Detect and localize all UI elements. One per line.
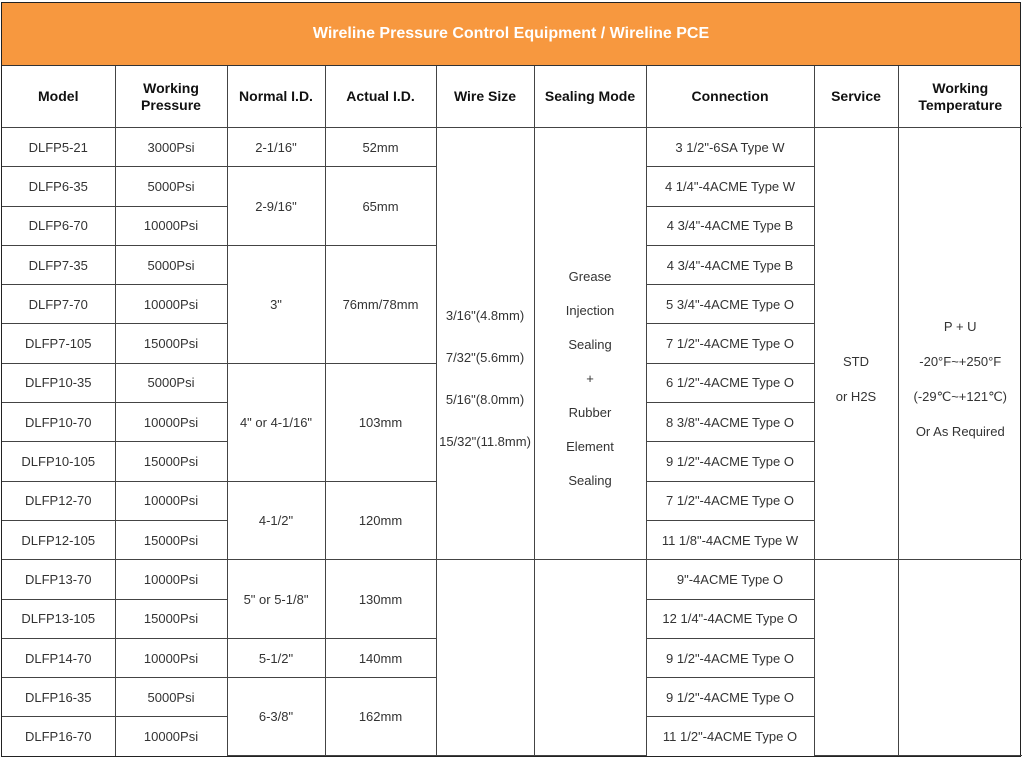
- sealing-mode-line: Rubber: [568, 404, 612, 420]
- header-label: Working: [143, 79, 199, 96]
- cell-model: DLFP7-105: [2, 324, 115, 363]
- cell-connection: 5 3/4"-4ACME Type O: [646, 285, 814, 324]
- temperature-line: Or As Required: [915, 423, 1005, 439]
- cell-pressure: 10000Psi: [115, 206, 227, 245]
- cell-model: DLFP14-70: [2, 638, 115, 677]
- cell-actual-id: 140mm: [325, 638, 436, 677]
- cell-model: DLFP13-70: [2, 560, 115, 599]
- cell-normal-id: 5-1/2": [227, 638, 325, 677]
- header-connection: Connection: [646, 66, 814, 128]
- cell-connection: 4 1/4"-4ACME Type W: [646, 167, 814, 206]
- sealing-mode-line: Grease: [568, 268, 612, 284]
- header-service: Service: [814, 66, 898, 128]
- cell-pressure: 15000Psi: [115, 599, 227, 638]
- cell-connection: 9 1/2"-4ACME Type O: [646, 678, 814, 717]
- cell-connection: 3 1/2"-6SA Type W: [646, 128, 814, 167]
- cell-normal-id: 2-1/16": [227, 128, 325, 167]
- cell-normal-id: 4" or 4-1/16": [227, 363, 325, 481]
- header-working-pressure: [115, 66, 227, 128]
- header-normal-id: Normal I.D.: [227, 66, 325, 128]
- cell-model: DLFP6-70: [2, 206, 115, 245]
- header-sealing-mode: Sealing Mode: [534, 66, 646, 128]
- cell-connection: 9 1/2"-4ACME Type O: [646, 442, 814, 481]
- cell-normal-id: 5" or 5-1/8": [227, 560, 325, 639]
- wire-size-item: 3/16"(4.8mm): [445, 307, 525, 323]
- cell-pressure: 15000Psi: [115, 324, 227, 363]
- service-line: or H2S: [835, 388, 877, 404]
- cell-pressure: 15000Psi: [115, 442, 227, 481]
- sealing-mode-line: Element: [566, 438, 614, 454]
- cell-model: DLFP16-35: [2, 678, 115, 717]
- cell-pressure: 10000Psi: [115, 560, 227, 599]
- header-working-temperature: [898, 66, 1022, 128]
- wire-size-item: 7/32"(5.6mm): [445, 349, 525, 365]
- sealing-mode-line: Sealing: [568, 336, 612, 352]
- cell-model: DLFP10-105: [2, 442, 115, 481]
- cell-connection: 11 1/2"-4ACME Type O: [646, 717, 814, 756]
- cell-pressure: 3000Psi: [115, 128, 227, 167]
- cell-working-temperature: [898, 128, 1022, 560]
- cell-pressure: 10000Psi: [115, 638, 227, 677]
- temperature-line: -20°F~+250°F: [919, 353, 1002, 369]
- cell-connection: 11 1/8"-4ACME Type W: [646, 520, 814, 559]
- cell-pressure: 10000Psi: [115, 403, 227, 442]
- cell-wire-size-empty: [436, 560, 534, 756]
- cell-pressure: 15000Psi: [115, 520, 227, 559]
- table-row: [2, 560, 1022, 599]
- cell-wire-sizes: [436, 128, 534, 560]
- cell-temperature-empty: [898, 560, 1022, 756]
- cell-model: DLFP10-70: [2, 403, 115, 442]
- cell-service-empty: [814, 560, 898, 756]
- cell-actual-id: 76mm/78mm: [325, 245, 436, 363]
- temperature-line: (-29℃~+121℃): [913, 388, 1008, 404]
- service-line: STD: [843, 353, 869, 369]
- cell-pressure: 5000Psi: [115, 363, 227, 402]
- cell-pressure: 10000Psi: [115, 717, 227, 756]
- cell-normal-id: 2-9/16": [227, 167, 325, 246]
- header-label: Temperature: [918, 96, 1003, 113]
- sealing-mode-line: Sealing: [568, 472, 612, 488]
- cell-normal-id: 4-1/2": [227, 481, 325, 560]
- cell-model: DLFP7-70: [2, 285, 115, 324]
- header-row: [2, 66, 1022, 128]
- cell-model: DLFP12-105: [2, 520, 115, 559]
- cell-actual-id: 52mm: [325, 128, 436, 167]
- cell-actual-id: 65mm: [325, 167, 436, 246]
- cell-normal-id: 3": [227, 245, 325, 363]
- cell-model: DLFP16-70: [2, 717, 115, 756]
- cell-service: [814, 128, 898, 560]
- cell-model: DLFP6-35: [2, 167, 115, 206]
- sealing-mode-line: +: [586, 370, 594, 386]
- cell-pressure: 5000Psi: [115, 245, 227, 284]
- wire-size-item: 15/32"(11.8mm): [439, 433, 531, 449]
- cell-model: DLFP13-105: [2, 599, 115, 638]
- spec-table-container: [1, 2, 1021, 757]
- cell-actual-id: 130mm: [325, 560, 436, 639]
- header-label: Pressure: [141, 96, 201, 113]
- table-title: Wireline Pressure Control Equipment / Wireline PCE: [2, 3, 1020, 66]
- cell-connection: 9 1/2"-4ACME Type O: [646, 638, 814, 677]
- table-row: [2, 128, 1022, 167]
- cell-normal-id: 6-3/8": [227, 678, 325, 756]
- cell-pressure: 5000Psi: [115, 678, 227, 717]
- cell-connection: 4 3/4"-4ACME Type B: [646, 245, 814, 284]
- header-label: Working: [932, 79, 989, 96]
- cell-connection: 12 1/4"-4ACME Type O: [646, 599, 814, 638]
- cell-pressure: 10000Psi: [115, 481, 227, 520]
- cell-model: DLFP12-70: [2, 481, 115, 520]
- cell-connection: 7 1/2"-4ACME Type O: [646, 481, 814, 520]
- cell-sealing-mode-empty: [534, 560, 646, 756]
- cell-actual-id: 103mm: [325, 363, 436, 481]
- cell-connection: 4 3/4"-4ACME Type B: [646, 206, 814, 245]
- cell-connection: 6 1/2"-4ACME Type O: [646, 363, 814, 402]
- cell-connection: 7 1/2"-4ACME Type O: [646, 324, 814, 363]
- temperature-line: P + U: [943, 318, 977, 334]
- cell-connection: 9"-4ACME Type O: [646, 560, 814, 599]
- header-model: Model: [2, 66, 115, 128]
- sealing-mode-line: Injection: [565, 302, 615, 318]
- cell-actual-id: 120mm: [325, 481, 436, 560]
- cell-pressure: 5000Psi: [115, 167, 227, 206]
- cell-actual-id: 162mm: [325, 678, 436, 756]
- header-wire-size: Wire Size: [436, 66, 534, 128]
- spec-table: [2, 66, 1022, 756]
- cell-pressure: 10000Psi: [115, 285, 227, 324]
- cell-sealing-mode: [534, 128, 646, 560]
- header-actual-id: Actual I.D.: [325, 66, 436, 128]
- cell-connection: 8 3/8"-4ACME Type O: [646, 403, 814, 442]
- cell-model: DLFP5-21: [2, 128, 115, 167]
- wire-size-item: 5/16"(8.0mm): [445, 391, 525, 407]
- cell-model: DLFP10-35: [2, 363, 115, 402]
- cell-model: DLFP7-35: [2, 245, 115, 284]
